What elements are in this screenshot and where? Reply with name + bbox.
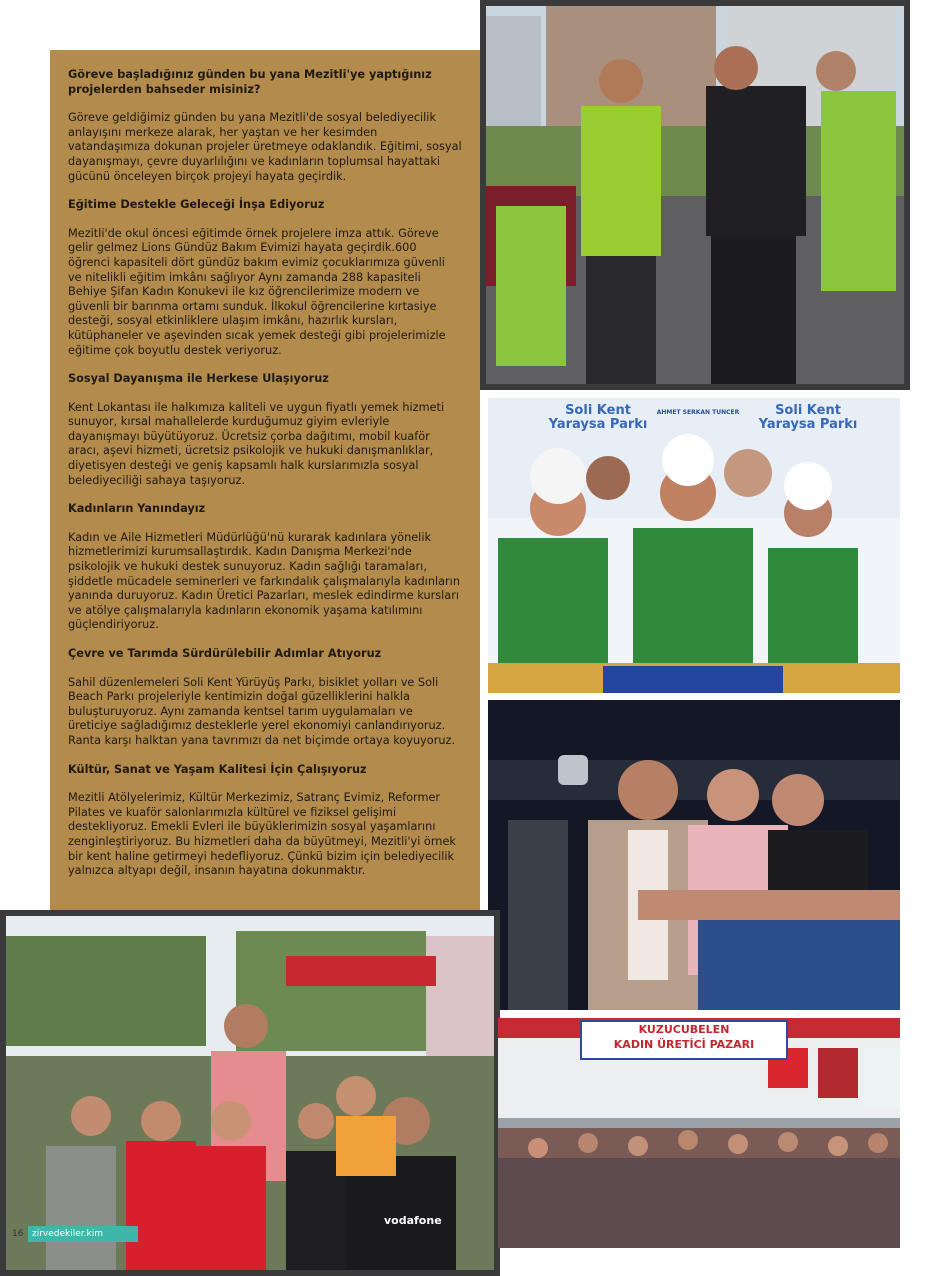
- section-heading: Kültür, Sanat ve Yaşam Kalitesi İçin Çalışıyoruz: [68, 762, 367, 776]
- article-panel: [50, 50, 480, 910]
- jersey-sponsor: vodafone: [384, 1214, 442, 1227]
- section-text: Kadın ve Aile Hizmetleri Müdürlüğü'nü kurarak kadınlara yönelik hizmetlerimizi kurumsallaştırdık. Kadın Danışma Merkezi'nde psikolojik ve hukuki destek sunuyoruz. Kadın sağlığı taramaları, şiddetle mücadele seminerleri ve farkındalık çalışmalarıyla kadınların yanında duruyoruz. Kadın Üretici Pazarları, meslek edindirme kursları ve atölye çalışmalarıyla kadınların ekonomik yaşama katılımını güçlendiriyoruz.: [68, 530, 460, 632]
- park-banner-name: Soli Kent: [775, 403, 841, 418]
- construction-illustration: [486, 6, 904, 384]
- photo-night-selfie: [488, 700, 900, 1010]
- article-body: [50, 50, 480, 879]
- park-banner-subtitle: Yaraysa Parkı: [758, 417, 858, 432]
- park-banner-mayor: AHMET SERKAN TUNCER: [656, 409, 740, 416]
- section-heading: Eğitime Destekle Geleceği İnşa Ediyoruz: [68, 198, 325, 212]
- park-banner-name: Soli Kent: [565, 403, 631, 418]
- interview-question: Göreve başladığınız günden bu yana Mezitli'ye yaptığınız projelerden bahseder misiniz?: [68, 68, 432, 96]
- market-sign-title: KADIN ÜRETİCİ PAZARI: [613, 1038, 755, 1051]
- section-text: Sahil düzenlemeleri Soli Kent Yürüyüş Parkı, bisiklet yolları ve Soli Beach Parkı projeleriyle kentimizin doğal güzelliklerini halkla buluşturuyoruz. Aynı zamanda kentsel tarım uygulamaları ve üreticiye sağladığımız desteklerle yerel ekonomiyi canlandırıyoruz. Ranta karşı halktan yana tavrımızı da net biçimde ortaya koyuyoruz.: [68, 675, 456, 747]
- section-text: Kent Lokantası ile halkımıza kaliteli ve uygun fiyatlı yemek hizmeti sunuyor, kırsal mahallelerde kurduğumuz giyim evleriyle dayanışmayı büyütüyoruz. Ücretsiz çorba dağıtımı, mobil kuaför aracı, aşevi hizmeti, ücretsiz psikolojik ve hukuki danışmanlıklar, diyetisyen desteği ve geniş kapsamlı halk kurslarımızla sosyal belediyeciliği sahaya taşıyoruz.: [68, 400, 445, 487]
- ceremony-illustration: [488, 398, 900, 693]
- park-banner-right: [738, 404, 878, 432]
- section-heading: Kadınların Yanındayız: [68, 502, 206, 516]
- market-sign: [580, 1020, 788, 1060]
- photo-construction-site: [480, 0, 910, 390]
- photo-children-flags: [0, 910, 500, 1276]
- section-text: Mezitli'de okul öncesi eğitimde örnek projelere imza attık. Göreve gelir gelmez Lions Gündüz Bakım Evimizi hayata geçirdik.600 öğrenci kapasiteli dört gündüz bakım evimiz çocuklarımıza güvenli ve nitelikli eğitim imkânı sağlıyor Aynı zamanda 288 kapasiteli Behiye Şifan Kadın Konukevi ile kız öğrencilerimize modern ve güvenli bir barınma ortamı sunduk. İlkokul öğrencilerine kırtasiye desteği, sosyal etkinliklere ulaşım imkânı, hazırlık kursları, kütüphaneler ve aşevinden sıcak yemek desteği gibi projelerimizle eğitime çok boyutlu destek veriyoruz.: [68, 226, 446, 357]
- photo-park-opening: [488, 398, 900, 693]
- selfie-illustration: [488, 700, 900, 1010]
- section-heading: Çevre ve Tarımda Sürdürülebilir Adımlar Atıyoruz: [68, 647, 382, 660]
- page-number: 16: [12, 1229, 24, 1239]
- section-heading: Sosyal Dayanışma ile Herkese Ulaşıyoruz: [68, 372, 329, 386]
- intro-paragraph: Göreve geldiğimiz günden bu yana Mezitli'de sosyal belediyecilik anlayışını merkeze alarak, her yaştan ve her kesimden vatandaşımıza dokunan projeler üretmeye odaklandık. Eğitimi, sosyal dayanışmayı, çevre duyarlılığını ve kadınların toplumsal hayattaki gücünü önceleyen birçok projeyi hayata geçirdik.: [68, 111, 462, 183]
- park-banner-subtitle: Yaraysa Parkı: [548, 417, 648, 432]
- market-sign-village: KUZUCUBELEN: [638, 1023, 730, 1036]
- footer-site: zirvedekiler.kim: [32, 1229, 104, 1239]
- photo-women-market: [498, 1018, 900, 1248]
- footer-site-badge: [28, 1226, 138, 1242]
- section-text: Mezitli Atölyelerimiz, Kültür Merkezimiz, Satranç Evimiz, Reformer Pilates ve kuaför salonlarımızla kültürel ve fiziksel gelişimi destekliyoruz. Emekli Evleri ile büyüklerimizin sosyal yaşamlarını zenginleştiriyoruz. Bu hizmetleri daha da büyütmeyi, Mezitli'yi örnek bir kent haline getirmeyi hedefliyoruz. Çünkü bizim için belediyecilik yalnızca altyapı değil, insanın hayatına dokunmaktır.: [68, 791, 456, 878]
